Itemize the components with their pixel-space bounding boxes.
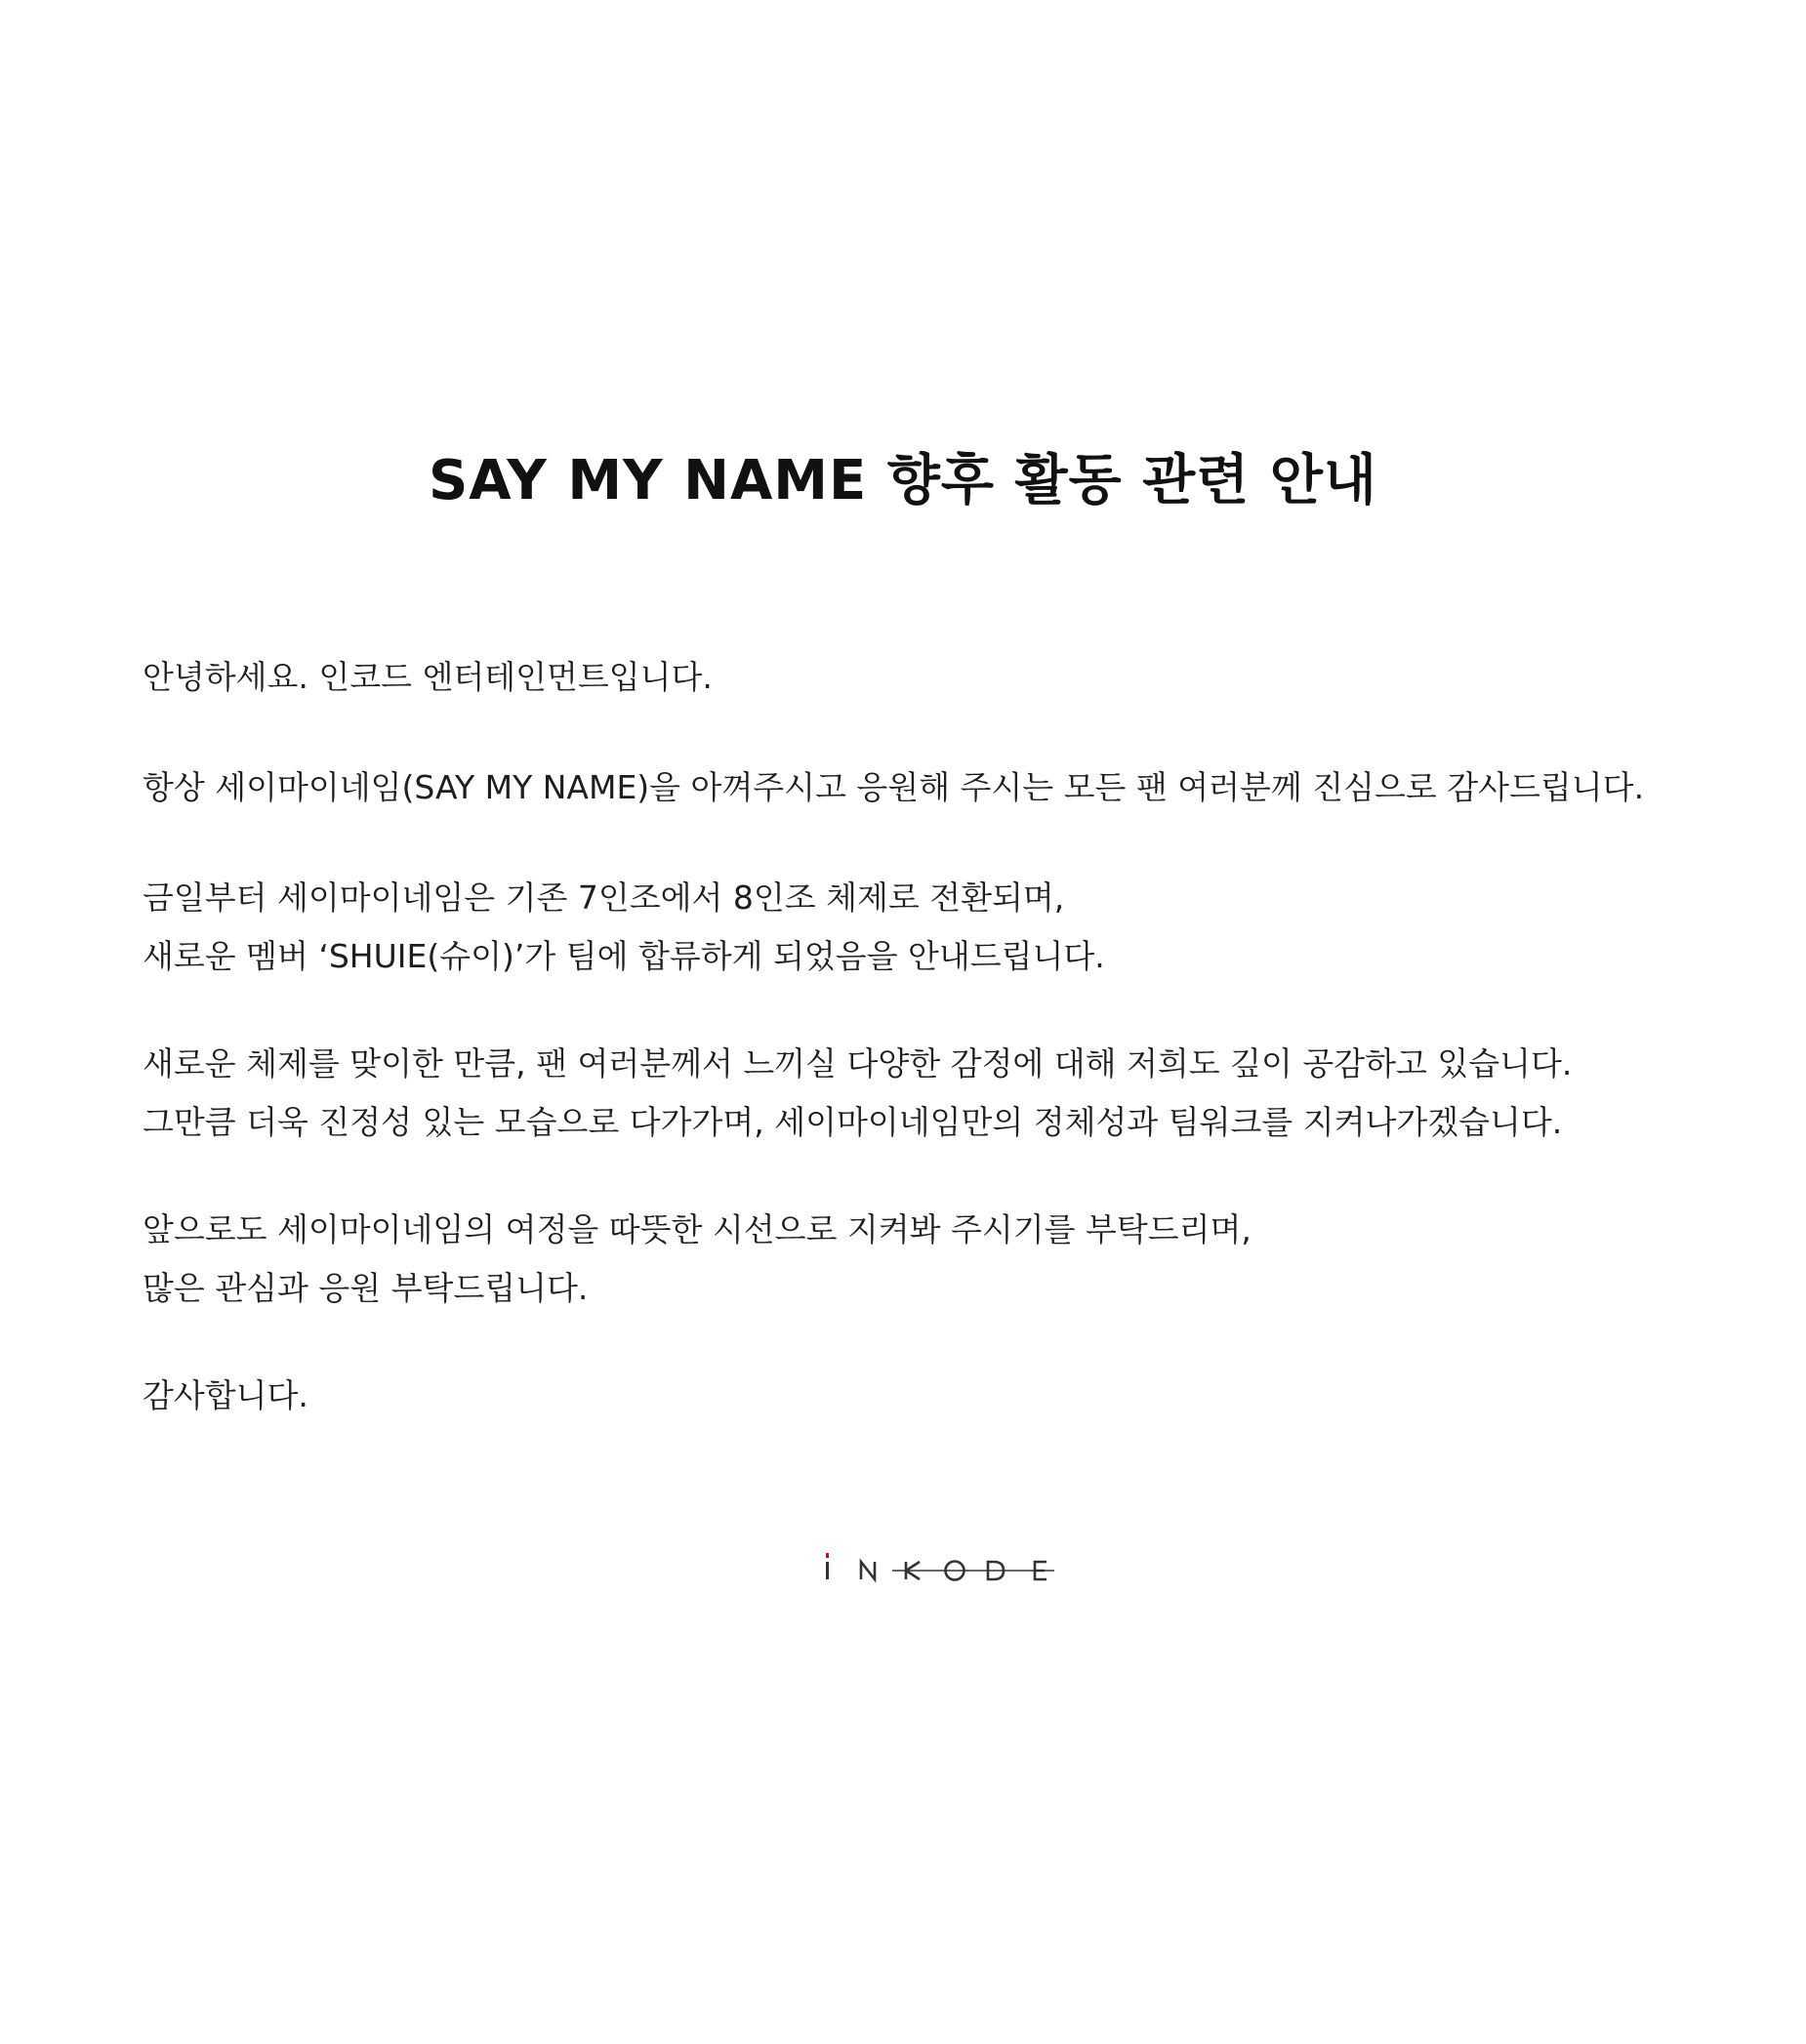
paragraph-thanks bbox=[143, 758, 1724, 817]
paragraph-line: 감사합니다. bbox=[143, 1376, 308, 1414]
paragraph-request bbox=[143, 1201, 1724, 1318]
paragraph-line: 새로운 멤버 ‘SHUIE(슈이)’가 팀에 합류하게 되었음을 안내드립니다. bbox=[143, 937, 1105, 975]
paragraph-line: 새로운 체제를 맞이한 만큼, 팬 여러분께서 느끼실 다양한 감정에 대해 저희도 깊이 공감하고 있습니다. bbox=[143, 1044, 1573, 1083]
paragraph-line: 앞으로도 세이마이네임의 여정을 따뜻한 시선으로 지켜봐 주시기를 부탁드리며, bbox=[143, 1210, 1252, 1248]
paragraph-line: 안녕하세요. 인코드 엔터테인먼트입니다. bbox=[143, 658, 713, 696]
paragraph-greeting bbox=[143, 648, 1724, 707]
notice-title: SAY MY NAME 향후 활동 관련 안내 bbox=[428, 449, 1378, 512]
paragraph-empathy bbox=[143, 1035, 1724, 1152]
paragraph-lineup-change bbox=[143, 869, 1724, 986]
inkode-logo bbox=[812, 1544, 1056, 1603]
paragraph-line: 금일부터 세이마이네임은 기존 7인조에서 8인조 체제로 전환되며, bbox=[143, 879, 1065, 917]
paragraph-line: 항상 세이마이네임(SAY MY NAME)을 아껴주시고 응원해 주시는 모든 팬 여러분께 진심으로 감사드립니다. bbox=[143, 768, 1645, 806]
paragraph-closing bbox=[143, 1367, 1724, 1425]
paragraph-line: 많은 관심과 응원 부탁드립니다. bbox=[143, 1269, 589, 1307]
paragraph-line: 그만큼 더욱 진정성 있는 모습으로 다가가며, 세이마이네임만의 정체성과 팀워크를 지켜나가겠습니다. bbox=[143, 1103, 1563, 1141]
